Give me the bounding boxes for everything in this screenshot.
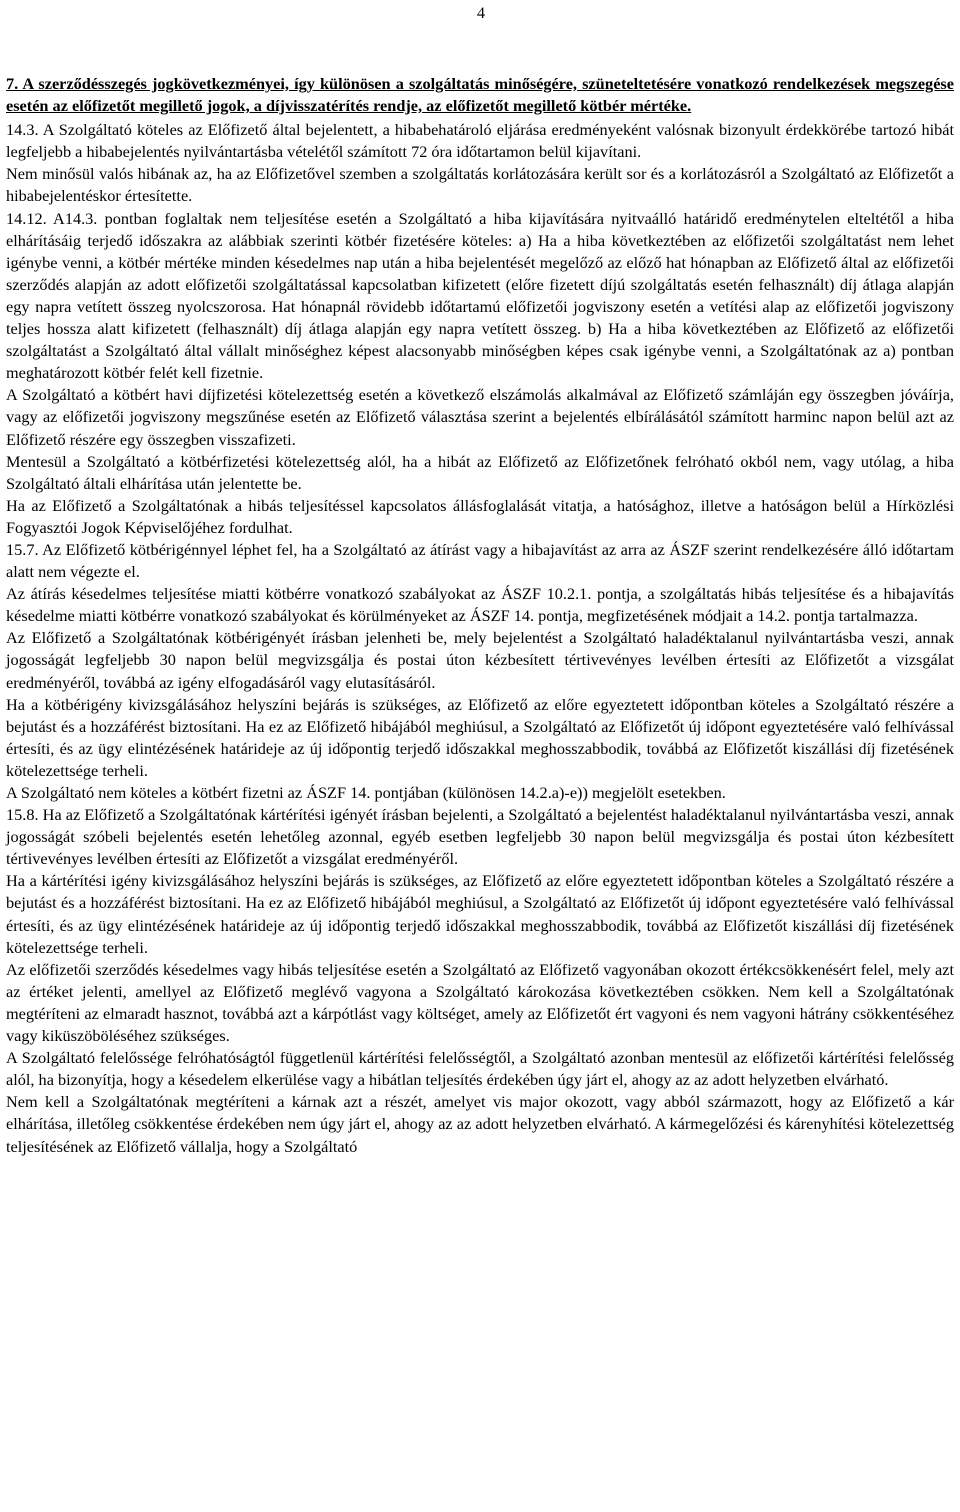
paragraph-vis-major: Nem kell a Szolgáltatónak megtéríteni a kárnak azt a részét, amelyet vis major okozott, vagy abból származott, hogy az Előfizető a kár elhárítása, illetőleg csökkentése érdekében nem úgy járt el, ahogy az az adott helyzetben elvárható. A kármegelőzési és kárenyhítési kötelezettség teljesítésének az Előfizető vállalja, hogy a Szolgáltató [6, 1092, 954, 1156]
paragraph-penalty-credit: A Szolgáltató a kötbért havi díjfizetési kötelezettség esetén a következő elszámolás alkalmával az Előfizető számláján egy összegben jóváírja, vagy az előfizetői jogviszony megszűnése esetén az Előfizető választása szerint a bejelentés elbírálásától számított harminc napon belül azt az Előfizető részére egy összegben visszafizeti. [6, 385, 954, 449]
paragraph-14-3: 14.3. A Szolgáltató köteles az Előfizető által bejelentett, a hibabehatároló eljárása eredményeként valósnak bizonyult érdekkörébe tartozó hibát legfeljebb a hibabejelentés nyilvántartásba vételétől számított 72 óra időtartamon belül kijavítani. [6, 120, 954, 162]
paragraph-15-7: 15.7. Az Előfizető kötbérigénnyel léphet fel, ha a Szolgáltató az átírást vagy a hibajavítást az arra az ÁSZF szerint rendelkezésére álló időtartam alatt nem végezte el. [6, 539, 954, 582]
paragraph-valid-fault: Nem minősül valós hibának az, ha az Előfizetővel szemben a szolgáltatás korlátozására került sor és a korlátozásról a Szolgáltató az Előfizetőt a hibabejelentéskor értesítette. [6, 164, 954, 206]
paragraph-liability-exemption: A Szolgáltató felelőssége felróhatóságtól függetlenül kártérítési felelősségtől, a Szolgáltató azonban mentesül az előfizetői kártérítési felelősség alól, ha bizonyítja, hogy a késedelem elkerülése vagy a hibátlan teljesítés érdekében úgy járt el, ahogy az az adott helyzetben elvárható. [6, 1048, 954, 1090]
paragraph-dispute: Ha az Előfizető a Szolgáltatónak a hibás teljesítéssel kapcsolatos állásfoglalását vitatja, a hatósághoz, illetve a hatóságon belül a Hírközlési Fogyasztói Jogok Képviselőjéhez fordulhat. [6, 495, 954, 537]
paragraph-liability: Az előfizetői szerződés késedelmes vagy hibás teljesítése esetén a Szolgáltató az Előfizető vagyonában okozott értékcsökkenésért felel, mely azt az értéket jelenti, amellyel az Előfizető meglévő vagyona a Szolgáltató károkozása következtében csökken. Nem kell a Szolgáltatónak megtéríteni az elmaradt hasznot, továbbá azt a kárpótlást vagy költséget, amely az Előfizetőt ért vagyoni és nem vagyoni hátrány csökkentéséhez vagy kiküszöböléséhez szükséges. [6, 959, 954, 1046]
paragraph-penalty-claim: Az Előfizető a Szolgáltatónak kötbérigényét írásban jelenheti be, mely bejelentést a Szolgáltató haladéktalanul nyilvántartásba veszi, annak jogosságát legfeljebb 30 napon belül megvizsgálja és postai úton kézbesített tértivevényes levélben értesíti az Előfizetőt a vizsgálat eredményéről, továbbá az igény elfogadásáról vagy elutasításáról. [6, 628, 954, 692]
section-heading: 7. A szerződésszegés jogkövetkezményei, így különösen a szolgáltatás minőségére, szüneteltetésére vonatkozó rendelkezések megszegése esetén az előfizetőt megillető jogok, a díjvisszatérítés rendje, az előfizetőt megillető kötbér mértéke. [6, 74, 954, 116]
paragraph-14-12: 14.12. A14.3. pontban foglaltak nem teljesítése esetén a Szolgáltató a hiba kijavítására nyitvaálló határidő eredménytelen elteltétől a hiba elhárításáig terjedő időszakra az alábbiak szerinti kötbér fizetésére köteles: a) Ha a hiba következtében az előfizetői szolgáltatást nem lehet igénybe venni, a kötbér mértéke minden késedelmes nap után a hiba bejelentését megelőző az előző hat hónapban az Előfizető által az előfizetői szerződés alapján az adott előfizetői szolgáltatással kapcsolatban kifizetett (előre fizetett díjú szolgáltatás esetén felhasznált) díj átlaga alapján egy napra vetített összeg nyolcszorosa. Hat hónapnál rövidebb időtartamú előfizetői jogviszony esetén a vetítési alap az előfizetői jogviszony teljes hossza alatt kifizetett (felhasznált) díj átlaga alapján egy napra vetített összeg. b) Ha a hiba következtében az Előfizető az előfizetői szolgáltatást a Szolgáltató által vállalt minőséghez képest alacsonyabb minőségben képes csak igénybe venni, a Szolgáltatónak az a) pontban meghatározott kötbér felét kell fizetnie. [6, 208, 954, 383]
paragraph-exemption: Mentesül a Szolgáltató a kötbérfizetési kötelezettség alól, ha a hibát az Előfizető az Előfizetőnek felróható okból nem, vagy utólag, a hiba Szolgáltató általi elhárítása után jelentette be. [6, 451, 954, 493]
paragraph-no-penalty: A Szolgáltató nem köteles a kötbért fizetni az ÁSZF 14. pontjában (különösen 14.2.a)-e)) megjelölt esetekben. [6, 783, 726, 802]
paragraph-15-8: 15.8. Ha az Előfizető a Szolgáltatónak kártérítési igényét írásban bejelenti, a Szolgáltató a bejelentést haladéktalanul nyilvántartásba veszi, annak jogosságát szóbeli bejelentés esetén lehetőleg azonnal, egyéb esetben legfeljebb 30 napon belül megvizsgálja és postai úton kézbesített tértivevényes levélben értesíti az Előfizetőt a vizsgálat eredményéről. [6, 805, 954, 869]
page-number: 4 [476, 3, 485, 22]
paragraph-transfer-delay: Az átírás késedelmes teljesítése miatti kötbérre vonatkozó szabályokat az ÁSZF 10.2.1. pontja, a szolgáltatás hibás teljesítése és a hibajavítás késedelme miatti kötbérre vonatkozó szabályokat és körülményeket az ÁSZF 14. pontja, megfizetésének módjait a 14.2. pontja tartalmazza. [6, 584, 954, 626]
paragraph-site-visit-damages: Ha a kártérítési igény kivizsgálásához helyszíni bejárás is szükséges, az Előfizető az előre egyeztetett időpontban köteles a Szolgáltató részére a bejutást és a hozzáférést biztosítani. Ha ez az Előfizető hibájából meghiúsul, a Szolgáltató az Előfizetőt új időpont egyeztetésére való felhívással értesíti, és az ügy elintézésének határideje az új időpontig terjedő időszakkal meghosszabbodik, továbbá az Előfizetőt kiszállási díj fizetésének kötelezettsége terheli. [6, 871, 954, 957]
document-body [6, 73, 954, 1158]
paragraph-site-visit-penalty: Ha a kötbérigény kivizsgálásához helyszíni bejárás is szükséges, az Előfizető az előre egyeztetett időpontban köteles a Szolgáltató részére a bejutást és a hozzáférést biztosítani. Ha ez az Előfizető hibájából meghiúsul, a Szolgáltató az Előfizetőt új időpont egyeztetésére való felhívással értesíti, és az ügy elintézésének határideje az új időpontig terjedő időszakkal meghosszabbodik, továbbá az Előfizetőt kiszállási díj fizetésének kötelezettsége terheli. [6, 694, 954, 780]
